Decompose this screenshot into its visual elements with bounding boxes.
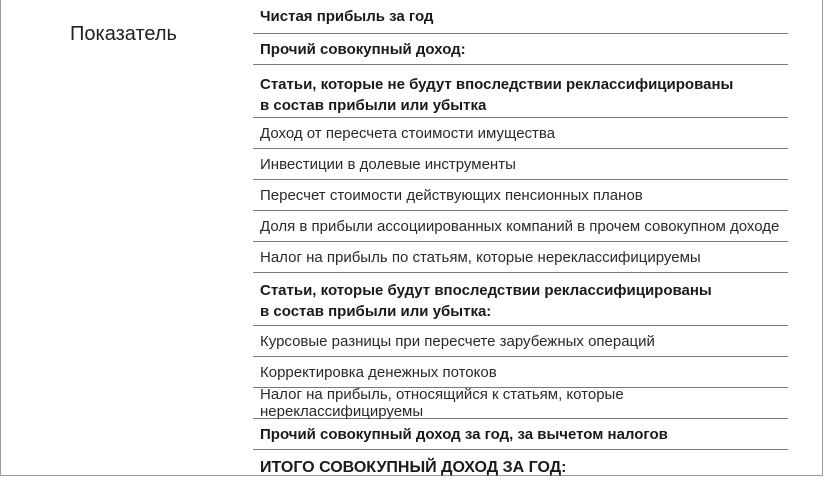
- table-row: [253, 180, 788, 211]
- row-label: Курсовые разницы при пересчете зарубежных операций: [260, 332, 655, 350]
- table-row-oci-net-of-tax: [253, 419, 788, 450]
- row-label: Налог на прибыль по статьям, которые нереклассифицируемы: [260, 248, 701, 266]
- row-label: Инвестиции в долевые инструменты: [260, 155, 516, 173]
- table-row: [253, 242, 788, 273]
- row-label-line1: Статьи, которые будут впоследствии реклассифицированы: [260, 282, 712, 299]
- row-label: Доход от пересчета стоимости имущества: [260, 124, 556, 142]
- row-label-line2: в состав прибыли или убытка: [260, 97, 487, 114]
- table-row-oci-heading: [253, 34, 788, 65]
- row-label: ИТОГО СОВОКУПНЫЙ ДОХОД ЗА ГОД:: [260, 459, 567, 476]
- row-label: Чистая прибыль за год: [260, 8, 434, 25]
- table-row: [253, 388, 788, 419]
- column-header-label: Показатель: [70, 23, 177, 45]
- row-label: Налог на прибыль, относящийся к статьям, которые нереклассифицируемы: [260, 386, 624, 420]
- table-row-net-profit: [253, 0, 788, 34]
- table-row-reclassified-heading: [253, 273, 788, 326]
- table-row: [253, 326, 788, 357]
- row-label: Доля в прибыли ассоциированных компаний в прочем совокупном доходе: [260, 217, 780, 235]
- table-row: [253, 118, 788, 149]
- row-label: Прочий совокупный доход за год, за вычетом налогов: [260, 425, 668, 443]
- table-row-not-reclassified-heading: [253, 65, 788, 118]
- row-label-line1: Статьи, которые не будут впоследствии реклассифицированы: [260, 76, 734, 93]
- row-label: Корректировка денежных потоков: [260, 363, 497, 381]
- row-label-line2: в состав прибыли или убытка:: [260, 303, 492, 320]
- row-label: Прочий совокупный доход:: [260, 40, 466, 58]
- table-row: [253, 211, 788, 242]
- row-label: Пересчет стоимости действующих пенсионных планов: [260, 186, 643, 204]
- indicator-rows: [253, 0, 788, 486]
- table-row: [253, 357, 788, 388]
- table-row: [253, 149, 788, 180]
